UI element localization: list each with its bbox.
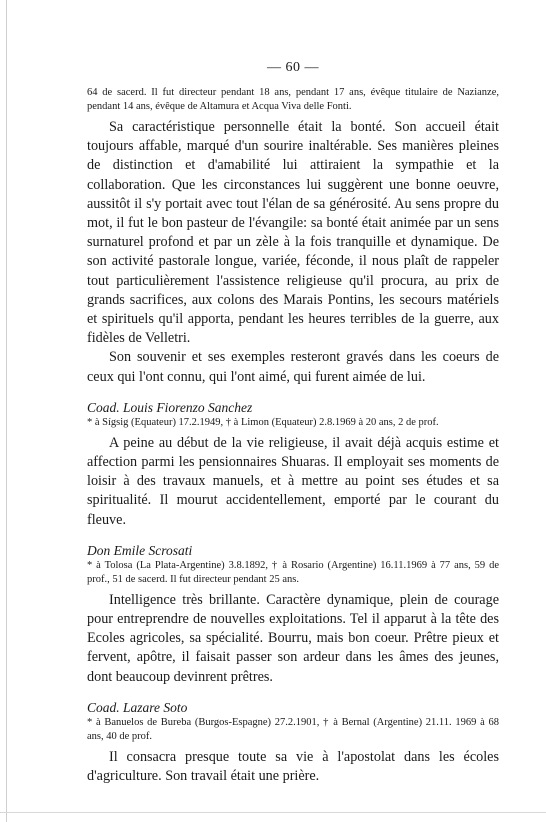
obituary-paragraph-1: Sa caractéristique personnelle était la bonté. Son accueil était toujours affable, marqué d'un sourire inaltérable. Ses manières pleines de distinction et d'amabilité lui attiraient la sympathie et la collaboration. Que les circonstances lui suggèrent une bonne oeuvre, aussitôt il s'y portait avec tout l'élan de sa générosité. Au sens propre du mot, il fut le bon pasteur de l'évangile: sa bonté était animée par un sens surnaturel profond et par un zèle à la fois tranquille et dynamique. De son activité pastorale longue, variée, féconde, il nous plaît de rappeler tout particulièrement l'assistence religieuse qu'il procura, au prix de grands sacrifices, aux colons des Marais Pontins, les secours matériels et spirituels qu'il apporta, pendant les heures terribles de la guerre, aux fidèles de Velletri. — [87, 119, 499, 347]
obituary-entry — [87, 399, 499, 530]
page-content — [87, 60, 499, 786]
entry-bio: * à Tolosa (La Plata-Argentine) 3.8.1892, † à Rosario (Argentine) 16.11.1969 à 77 ans, 59 de prof., 51 de sacerd. Il fut directeur pendant 25 ans. — [87, 559, 499, 585]
entry-bio: * à Banuelos de Bureba (Burgos-Espagne) 27.2.1901, † à Bernal (Argentine) 21.11. 1969 à 68 ans, 40 de prof. — [87, 716, 499, 742]
entry-name: Coad. Louis Fiorenzo Sanchez — [87, 399, 253, 415]
entry-name: Don Emile Scrosati — [87, 542, 193, 558]
entry-text: Intelligence très brillante. Caractère dynamique, plein de courage pour entreprendre de nouvelles exploitations. Tel il apparut à la tête des Ecoles agricoles, sa spécialité. Bourru, mais bon coeur. Prêtre pieux et fervent, apôtre, il faisait passer son ardeur dans les âmes des jeunes, dont beaucoup devinrent prêtres. — [87, 591, 499, 685]
entry-text: A peine au début de la vie religieuse, il avait déjà acquis estime et affection parmi les pensionnaires Shuaras. Il employait ses moments de loisir à des travaux manuels, et à mettre au point ses études et sa spiritualité. Il mourut accidentellement, emporté par le courant du fleuve. — [87, 434, 499, 528]
obituary-entry — [87, 542, 499, 687]
obituary-entry — [87, 699, 499, 786]
entry-text: Il consacra presque toute sa vie à l'apostolat dans les écoles d'agriculture. Son travail était une prière. — [87, 748, 499, 785]
obituary-paragraph-2: Son souvenir et ses exemples resteront gravés dans les coeurs de ceux qui l'ont connu, qui l'ont aimé, qui furent aimée de lui. — [87, 349, 499, 385]
page-edge-left — [6, 0, 7, 822]
page-number: — 60 — — [267, 60, 319, 75]
intro-note: 64 de sacerd. Il fut directeur pendant 18 ans, pendant 17 ans, évêque titulaire de Nazianze, pendant 14 ans, évêque de Altamura et Acqua Viva delle Fonti. — [87, 87, 499, 112]
entry-name: Coad. Lazare Soto — [87, 699, 188, 715]
page-edge-bottom — [0, 812, 546, 813]
entry-bio: * à Sígsig (Equateur) 17.2.1949, † à Limon (Equateur) 2.8.1969 à 20 ans, 2 de prof. — [87, 416, 439, 428]
